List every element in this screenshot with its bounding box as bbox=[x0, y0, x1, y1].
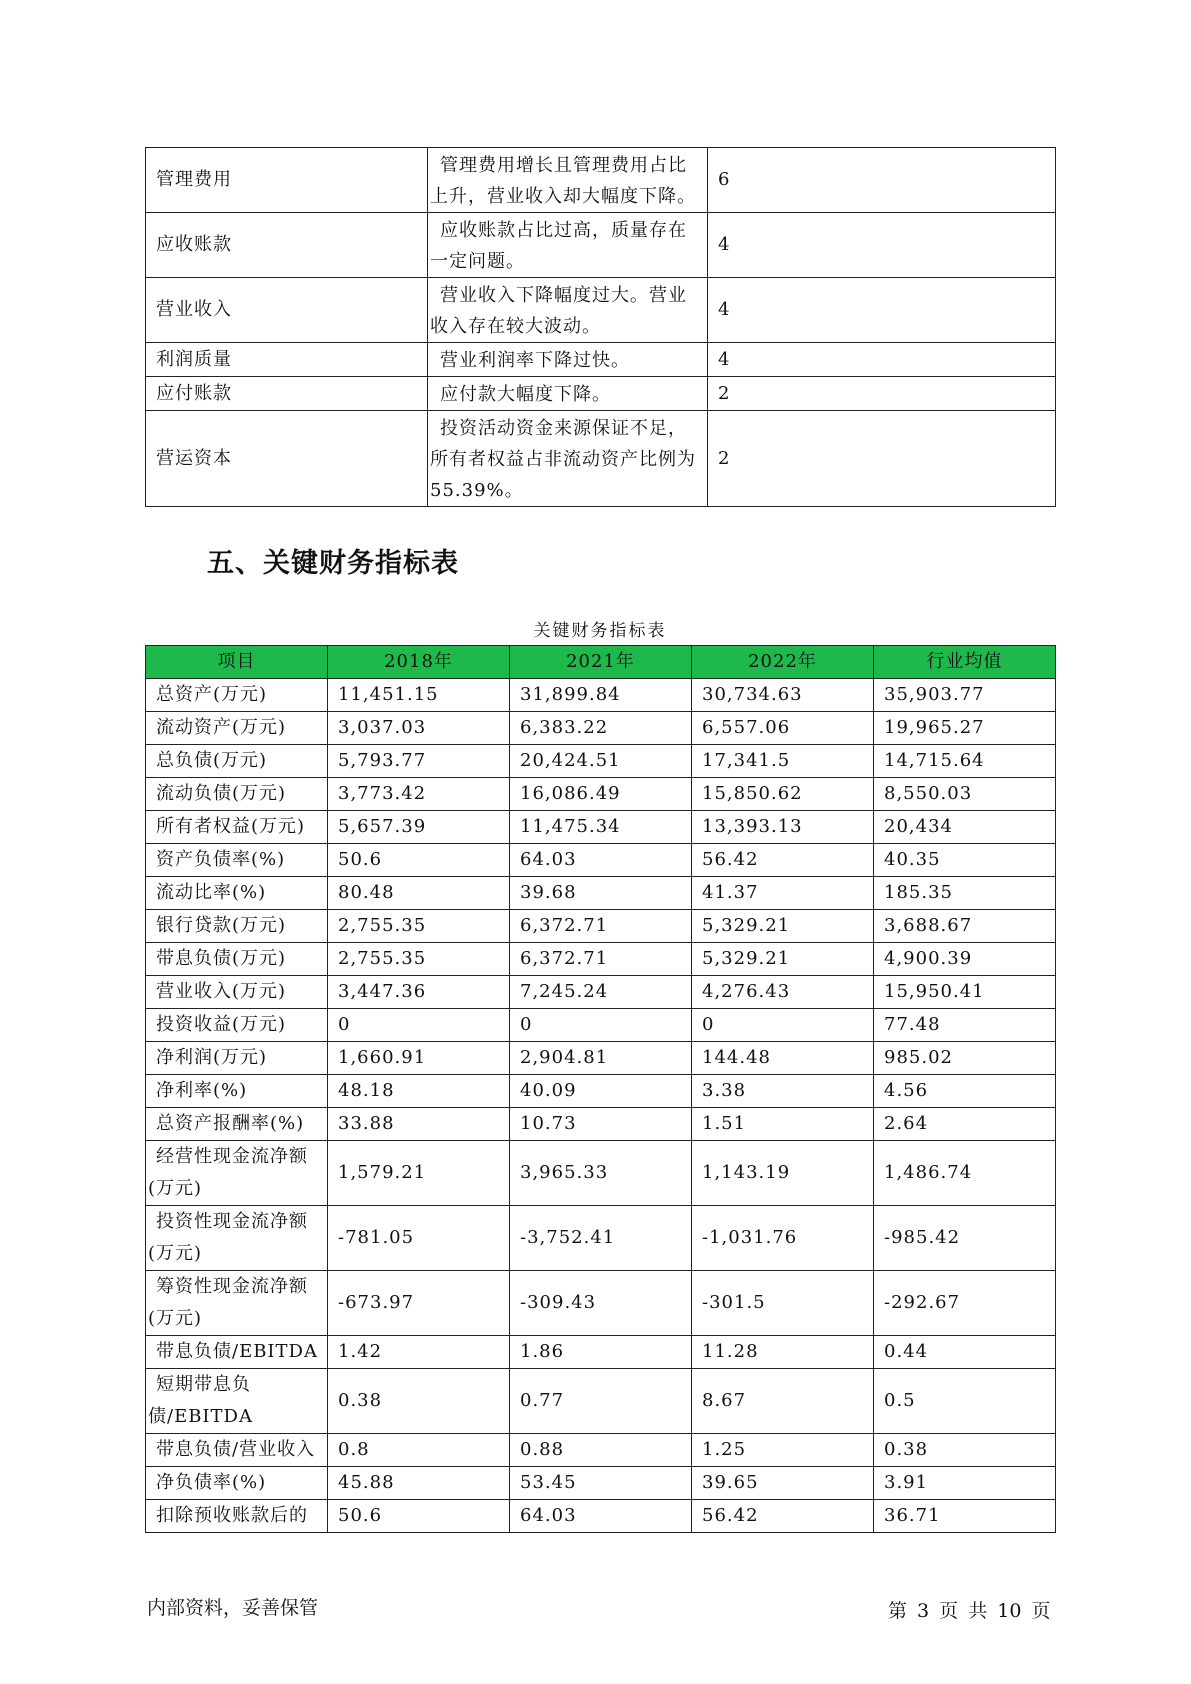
indicator-value: 1,486.74 bbox=[874, 1141, 1056, 1206]
indicator-value: -1,031.76 bbox=[692, 1206, 874, 1271]
indicator-label: 净利率(%) bbox=[146, 1075, 328, 1108]
table-row bbox=[146, 1009, 1056, 1042]
indicator-value: 16,086.49 bbox=[510, 778, 692, 811]
indicator-value: 144.48 bbox=[692, 1042, 874, 1075]
indicator-value: 30,734.63 bbox=[692, 679, 874, 712]
table-row bbox=[146, 745, 1056, 778]
indicator-value: 48.18 bbox=[328, 1075, 510, 1108]
indicator-value: 1,143.19 bbox=[692, 1141, 874, 1206]
table-row bbox=[146, 343, 1056, 377]
indicator-value: 80.48 bbox=[328, 877, 510, 910]
indicator-label: 带息负债/EBITDA bbox=[146, 1336, 328, 1369]
table-row bbox=[146, 976, 1056, 1009]
risk-factor-table bbox=[145, 147, 1056, 507]
table-row bbox=[146, 1271, 1056, 1336]
risk-score: 4 bbox=[708, 278, 1056, 343]
table-row bbox=[146, 844, 1056, 877]
indicator-value: 5,657.39 bbox=[328, 811, 510, 844]
indicator-value: 8.67 bbox=[692, 1369, 874, 1434]
indicator-label: 短期带息负债/EBITDA bbox=[146, 1369, 328, 1434]
indicator-value: 0 bbox=[328, 1009, 510, 1042]
indicator-value: 4,276.43 bbox=[692, 976, 874, 1009]
table-row bbox=[146, 377, 1056, 411]
indicator-value: 7,245.24 bbox=[510, 976, 692, 1009]
risk-description: 投资活动资金来源保证不足，所有者权益占非流动资产比例为55.39%。 bbox=[428, 411, 708, 507]
table-row bbox=[146, 712, 1056, 745]
indicator-value: 53.45 bbox=[510, 1467, 692, 1500]
risk-score: 2 bbox=[708, 411, 1056, 507]
indicator-value: -301.5 bbox=[692, 1271, 874, 1336]
indicator-label: 扣除预收账款后的 bbox=[146, 1500, 328, 1533]
footer-confidential-note: 内部资料，妥善保管 bbox=[147, 1597, 319, 1619]
indicator-value: 2,755.35 bbox=[328, 943, 510, 976]
indicator-value: 15,950.41 bbox=[874, 976, 1056, 1009]
risk-score: 4 bbox=[708, 213, 1056, 278]
indicator-value: 1.42 bbox=[328, 1336, 510, 1369]
indicator-value: 41.37 bbox=[692, 877, 874, 910]
indicator-value: 3.38 bbox=[692, 1075, 874, 1108]
indicator-label: 投资性现金流净额(万元) bbox=[146, 1206, 328, 1271]
column-header: 2021年 bbox=[510, 646, 692, 679]
table-header-row bbox=[146, 646, 1056, 679]
column-header: 2022年 bbox=[692, 646, 874, 679]
table-row bbox=[146, 1369, 1056, 1434]
indicator-value: 19,965.27 bbox=[874, 712, 1056, 745]
indicator-value: 11.28 bbox=[692, 1336, 874, 1369]
indicator-label: 经营性现金流净额(万元) bbox=[146, 1141, 328, 1206]
indicator-value: 40.35 bbox=[874, 844, 1056, 877]
indicator-label: 流动比率(%) bbox=[146, 877, 328, 910]
indicator-value: 1.25 bbox=[692, 1434, 874, 1467]
indicator-label: 筹资性现金流净额(万元) bbox=[146, 1271, 328, 1336]
table-row bbox=[146, 1467, 1056, 1500]
indicator-value: 3,773.42 bbox=[328, 778, 510, 811]
indicator-value: 5,329.21 bbox=[692, 910, 874, 943]
risk-item: 营运资本 bbox=[146, 411, 428, 507]
indicator-value: 56.42 bbox=[692, 1500, 874, 1533]
table-row bbox=[146, 778, 1056, 811]
indicator-label: 流动负债(万元) bbox=[146, 778, 328, 811]
indicator-label: 银行贷款(万元) bbox=[146, 910, 328, 943]
indicator-value: -673.97 bbox=[328, 1271, 510, 1336]
indicator-value: 31,899.84 bbox=[510, 679, 692, 712]
indicator-value: 35,903.77 bbox=[874, 679, 1056, 712]
table-row bbox=[146, 910, 1056, 943]
indicator-value: 0.5 bbox=[874, 1369, 1056, 1434]
indicator-value: 50.6 bbox=[328, 1500, 510, 1533]
column-header: 项目 bbox=[146, 646, 328, 679]
indicator-value: -985.42 bbox=[874, 1206, 1056, 1271]
indicator-value: 3,688.67 bbox=[874, 910, 1056, 943]
indicator-value: 36.71 bbox=[874, 1500, 1056, 1533]
column-header: 2018年 bbox=[328, 646, 510, 679]
indicator-label: 总资产报酬率(%) bbox=[146, 1108, 328, 1141]
indicator-value: 77.48 bbox=[874, 1009, 1056, 1042]
indicator-label: 总负债(万元) bbox=[146, 745, 328, 778]
risk-item: 应付账款 bbox=[146, 377, 428, 411]
indicator-value: -781.05 bbox=[328, 1206, 510, 1271]
indicator-value: 3,037.03 bbox=[328, 712, 510, 745]
indicator-value: 0.44 bbox=[874, 1336, 1056, 1369]
table-row bbox=[146, 148, 1056, 213]
risk-score: 2 bbox=[708, 377, 1056, 411]
table-row bbox=[146, 1075, 1056, 1108]
table-row bbox=[146, 1434, 1056, 1467]
indicator-label: 总资产(万元) bbox=[146, 679, 328, 712]
indicator-value: 11,451.15 bbox=[328, 679, 510, 712]
risk-score: 4 bbox=[708, 343, 1056, 377]
indicator-value: 6,557.06 bbox=[692, 712, 874, 745]
indicator-value: 1,660.91 bbox=[328, 1042, 510, 1075]
financial-table-body bbox=[146, 679, 1056, 1533]
table-row bbox=[146, 1206, 1056, 1271]
indicator-value: 15,850.62 bbox=[692, 778, 874, 811]
indicator-value: 14,715.64 bbox=[874, 745, 1056, 778]
indicator-value: 4,900.39 bbox=[874, 943, 1056, 976]
table-row bbox=[146, 1141, 1056, 1206]
indicator-value: 3.91 bbox=[874, 1467, 1056, 1500]
indicator-value: 11,475.34 bbox=[510, 811, 692, 844]
indicator-value: 20,434 bbox=[874, 811, 1056, 844]
indicator-label: 带息负债(万元) bbox=[146, 943, 328, 976]
indicator-value: 4.56 bbox=[874, 1075, 1056, 1108]
indicator-value: 0 bbox=[510, 1009, 692, 1042]
table-row bbox=[146, 877, 1056, 910]
indicator-value: 56.42 bbox=[692, 844, 874, 877]
indicator-label: 净利润(万元) bbox=[146, 1042, 328, 1075]
indicator-value: 33.88 bbox=[328, 1108, 510, 1141]
risk-score: 6 bbox=[708, 148, 1056, 213]
risk-item: 管理费用 bbox=[146, 148, 428, 213]
indicator-value: 1.51 bbox=[692, 1108, 874, 1141]
indicator-label: 带息负债/营业收入 bbox=[146, 1434, 328, 1467]
risk-description: 管理费用增长且管理费用占比上升，营业收入却大幅度下降。 bbox=[428, 148, 708, 213]
table-row bbox=[146, 411, 1056, 507]
risk-description: 营业利润率下降过快。 bbox=[428, 343, 708, 377]
indicator-value: 6,372.71 bbox=[510, 943, 692, 976]
indicator-value: 0.88 bbox=[510, 1434, 692, 1467]
table-row bbox=[146, 1108, 1056, 1141]
indicator-value: 17,341.5 bbox=[692, 745, 874, 778]
indicator-value: 64.03 bbox=[510, 1500, 692, 1533]
indicator-value: 5,793.77 bbox=[328, 745, 510, 778]
risk-item: 利润质量 bbox=[146, 343, 428, 377]
indicator-value: -292.67 bbox=[874, 1271, 1056, 1336]
indicator-value: 45.88 bbox=[328, 1467, 510, 1500]
indicator-value: 6,383.22 bbox=[510, 712, 692, 745]
indicator-value: 2,755.35 bbox=[328, 910, 510, 943]
risk-description: 应付款大幅度下降。 bbox=[428, 377, 708, 411]
indicator-label: 资产负债率(%) bbox=[146, 844, 328, 877]
indicator-value: 0.8 bbox=[328, 1434, 510, 1467]
indicator-value: 6,372.71 bbox=[510, 910, 692, 943]
financial-indicators-table bbox=[145, 645, 1056, 1533]
indicator-value: -3,752.41 bbox=[510, 1206, 692, 1271]
footer-page-number: 第 3 页 共 10 页 bbox=[888, 1600, 1051, 1622]
table-row bbox=[146, 679, 1056, 712]
indicator-value: 39.65 bbox=[692, 1467, 874, 1500]
indicator-value: 2,904.81 bbox=[510, 1042, 692, 1075]
table-row bbox=[146, 1336, 1056, 1369]
table-row bbox=[146, 1500, 1056, 1533]
indicator-value: 3,965.33 bbox=[510, 1141, 692, 1206]
indicator-value: 185.35 bbox=[874, 877, 1056, 910]
indicator-value: 10.73 bbox=[510, 1108, 692, 1141]
indicator-value: -309.43 bbox=[510, 1271, 692, 1336]
risk-item: 应收账款 bbox=[146, 213, 428, 278]
indicator-value: 3,447.36 bbox=[328, 976, 510, 1009]
indicator-label: 营业收入(万元) bbox=[146, 976, 328, 1009]
table-caption: 关键财务指标表 bbox=[533, 621, 667, 641]
indicator-value: 1,579.21 bbox=[328, 1141, 510, 1206]
indicator-value: 1.86 bbox=[510, 1336, 692, 1369]
risk-description: 应收账款占比过高，质量存在一定问题。 bbox=[428, 213, 708, 278]
indicator-value: 5,329.21 bbox=[692, 943, 874, 976]
indicator-value: 64.03 bbox=[510, 844, 692, 877]
indicator-value: 8,550.03 bbox=[874, 778, 1056, 811]
column-header: 行业均值 bbox=[874, 646, 1056, 679]
indicator-value: 40.09 bbox=[510, 1075, 692, 1108]
indicator-label: 净负债率(%) bbox=[146, 1467, 328, 1500]
indicator-value: 39.68 bbox=[510, 877, 692, 910]
indicator-value: 0.77 bbox=[510, 1369, 692, 1434]
indicator-label: 投资收益(万元) bbox=[146, 1009, 328, 1042]
indicator-label: 流动资产(万元) bbox=[146, 712, 328, 745]
indicator-value: 13,393.13 bbox=[692, 811, 874, 844]
table-row bbox=[146, 278, 1056, 343]
table-row bbox=[146, 1042, 1056, 1075]
table-row bbox=[146, 943, 1056, 976]
indicator-value: 0 bbox=[692, 1009, 874, 1042]
indicator-label: 所有者权益(万元) bbox=[146, 811, 328, 844]
section-heading: 五、关键财务指标表 bbox=[207, 548, 459, 579]
indicator-value: 0.38 bbox=[874, 1434, 1056, 1467]
risk-description: 营业收入下降幅度过大。营业收入存在较大波动。 bbox=[428, 278, 708, 343]
table-row bbox=[146, 213, 1056, 278]
indicator-value: 985.02 bbox=[874, 1042, 1056, 1075]
indicator-value: 50.6 bbox=[328, 844, 510, 877]
indicator-value: 20,424.51 bbox=[510, 745, 692, 778]
risk-item: 营业收入 bbox=[146, 278, 428, 343]
table-row bbox=[146, 811, 1056, 844]
indicator-value: 0.38 bbox=[328, 1369, 510, 1434]
indicator-value: 2.64 bbox=[874, 1108, 1056, 1141]
